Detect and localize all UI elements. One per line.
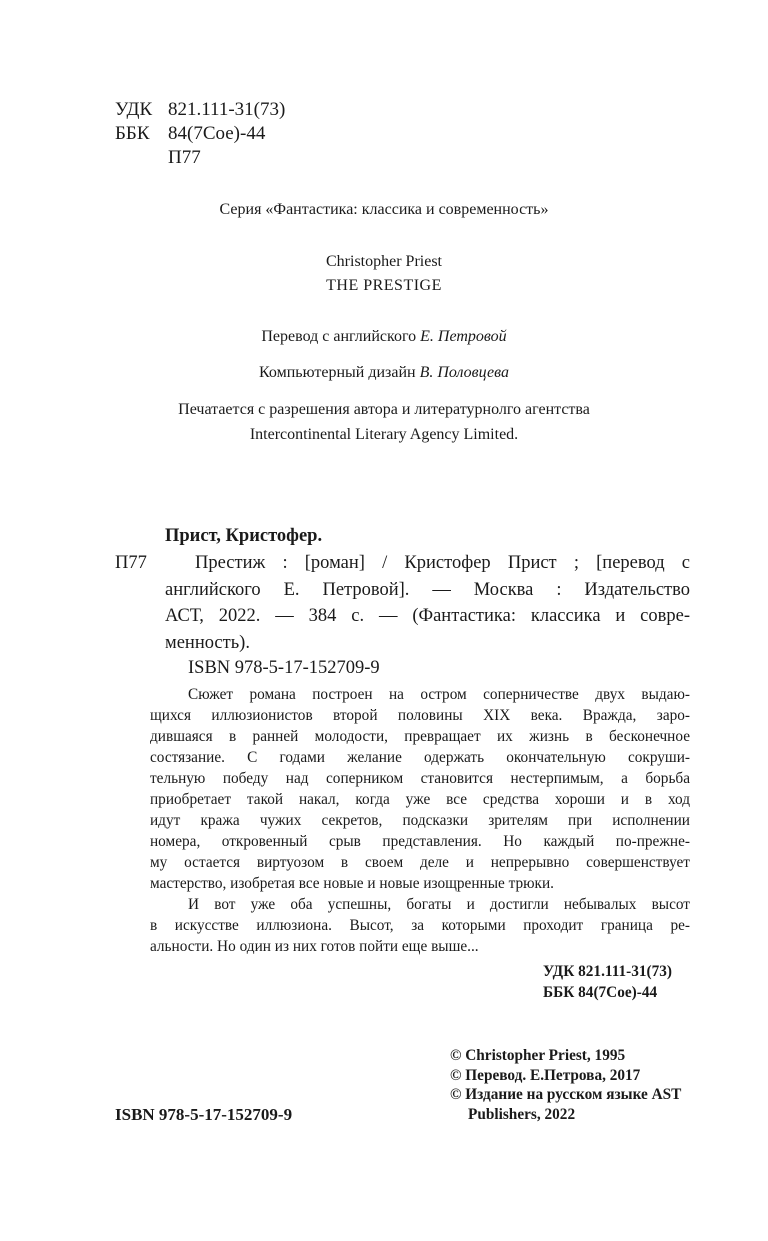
permission-line-1: Печатается с разрешения автора и литературнолго агентства — [178, 401, 590, 418]
author-mark: П77 — [168, 147, 201, 168]
permission-line-2: Intercontinental Literary Agency Limited. — [249, 426, 519, 443]
udk-label: УДК — [115, 99, 153, 120]
description-line: альности. Но один из них готов пойти еще выше... — [150, 938, 479, 955]
description-line: Сюжет романа построен на остром соперничестве двух выдаю- — [188, 686, 690, 703]
description-paragraph-1 — [150, 684, 690, 894]
description-line: номера, откровенный срыв представления. Но каждый по-прежне- — [150, 833, 690, 850]
catalog-heading: Прист, Кристофер. — [165, 526, 323, 546]
udk-value: 821.111-31(73) — [168, 99, 286, 120]
classification-bbk: ББК 84(7Сое)-44 — [543, 984, 658, 1001]
catalog-mark: П77 — [115, 553, 147, 573]
catalog-line: менность). — [165, 632, 250, 653]
copyright-line: © Издание на русском языке AST — [450, 1086, 682, 1103]
catalog-line: Престиж : [роман] / Кристофер Прист ; [перевод с — [195, 553, 690, 573]
classification-udk: УДК 821.111-31(73) — [543, 963, 673, 980]
catalog-line: АСТ, 2022. — 384 с. — (Фантастика: классика и совре- — [165, 606, 690, 626]
description-paragraph-2 — [150, 894, 690, 957]
catalog-body — [165, 550, 690, 656]
description-line: состязание. С годами желание одержать окончательную сокруши- — [150, 749, 690, 766]
design-prefix: Компьютерный дизайн — [259, 364, 416, 381]
description-line: дившаяся в ранней молодости, превращает их жизнь в бесконечное — [150, 728, 690, 745]
translation-prefix: Перевод с английского — [261, 328, 417, 345]
original-author: Christopher Priest — [326, 253, 442, 270]
translation-credit — [0, 326, 768, 347]
description-line: тельную победу над соперником становится нестерпимым, а борьба — [150, 770, 690, 787]
bbk-label: ББК — [115, 123, 150, 144]
copyright-block — [450, 1046, 681, 1124]
original-title: THE PRESTIGE — [326, 277, 442, 294]
translator-name: Е. Петровой — [420, 328, 507, 345]
series-line: Серия «Фантастика: классика и современность» — [219, 201, 549, 218]
description-line: идут кража чужих секретов, подсказки зрителям при исполнении — [150, 812, 690, 829]
design-credit — [0, 362, 768, 383]
bbk-value: 84(7Сое)-44 — [168, 123, 266, 144]
description-line: в искусстве иллюзиона. Высот, за которыми проходит граница ре- — [150, 917, 690, 934]
designer-name: В. Половцева — [419, 364, 509, 381]
copyright-line: Publishers, 2022 — [468, 1105, 576, 1123]
copyright-line: © Christopher Priest, 1995 — [450, 1047, 626, 1064]
catalog-line: английского Е. Петровой]. — Москва : Издательство — [165, 579, 690, 600]
catalog-isbn: ISBN 978-5-17-152709-9 — [188, 658, 380, 678]
description-line: И вот уже оба успешны, богаты и достигли небывалых высот — [188, 896, 690, 913]
description-line: мастерство, изобретая все новые и новые изощренные трюки. — [150, 875, 554, 892]
description-line: приобретает такой накал, когда уже все средства хороши и в ход — [150, 791, 690, 808]
isbn-footer: ISBN 978-5-17-152709-9 — [115, 1105, 293, 1124]
copyright-line: © Перевод. Е.Петрова, 2017 — [450, 1066, 641, 1084]
book-description — [150, 684, 690, 957]
description-line: щихся иллюзионистов второй половины XIX века. Вражда, заро- — [150, 707, 690, 724]
description-line: му остается виртуозом в своем деле и непрерывно совершенствует — [150, 854, 690, 871]
